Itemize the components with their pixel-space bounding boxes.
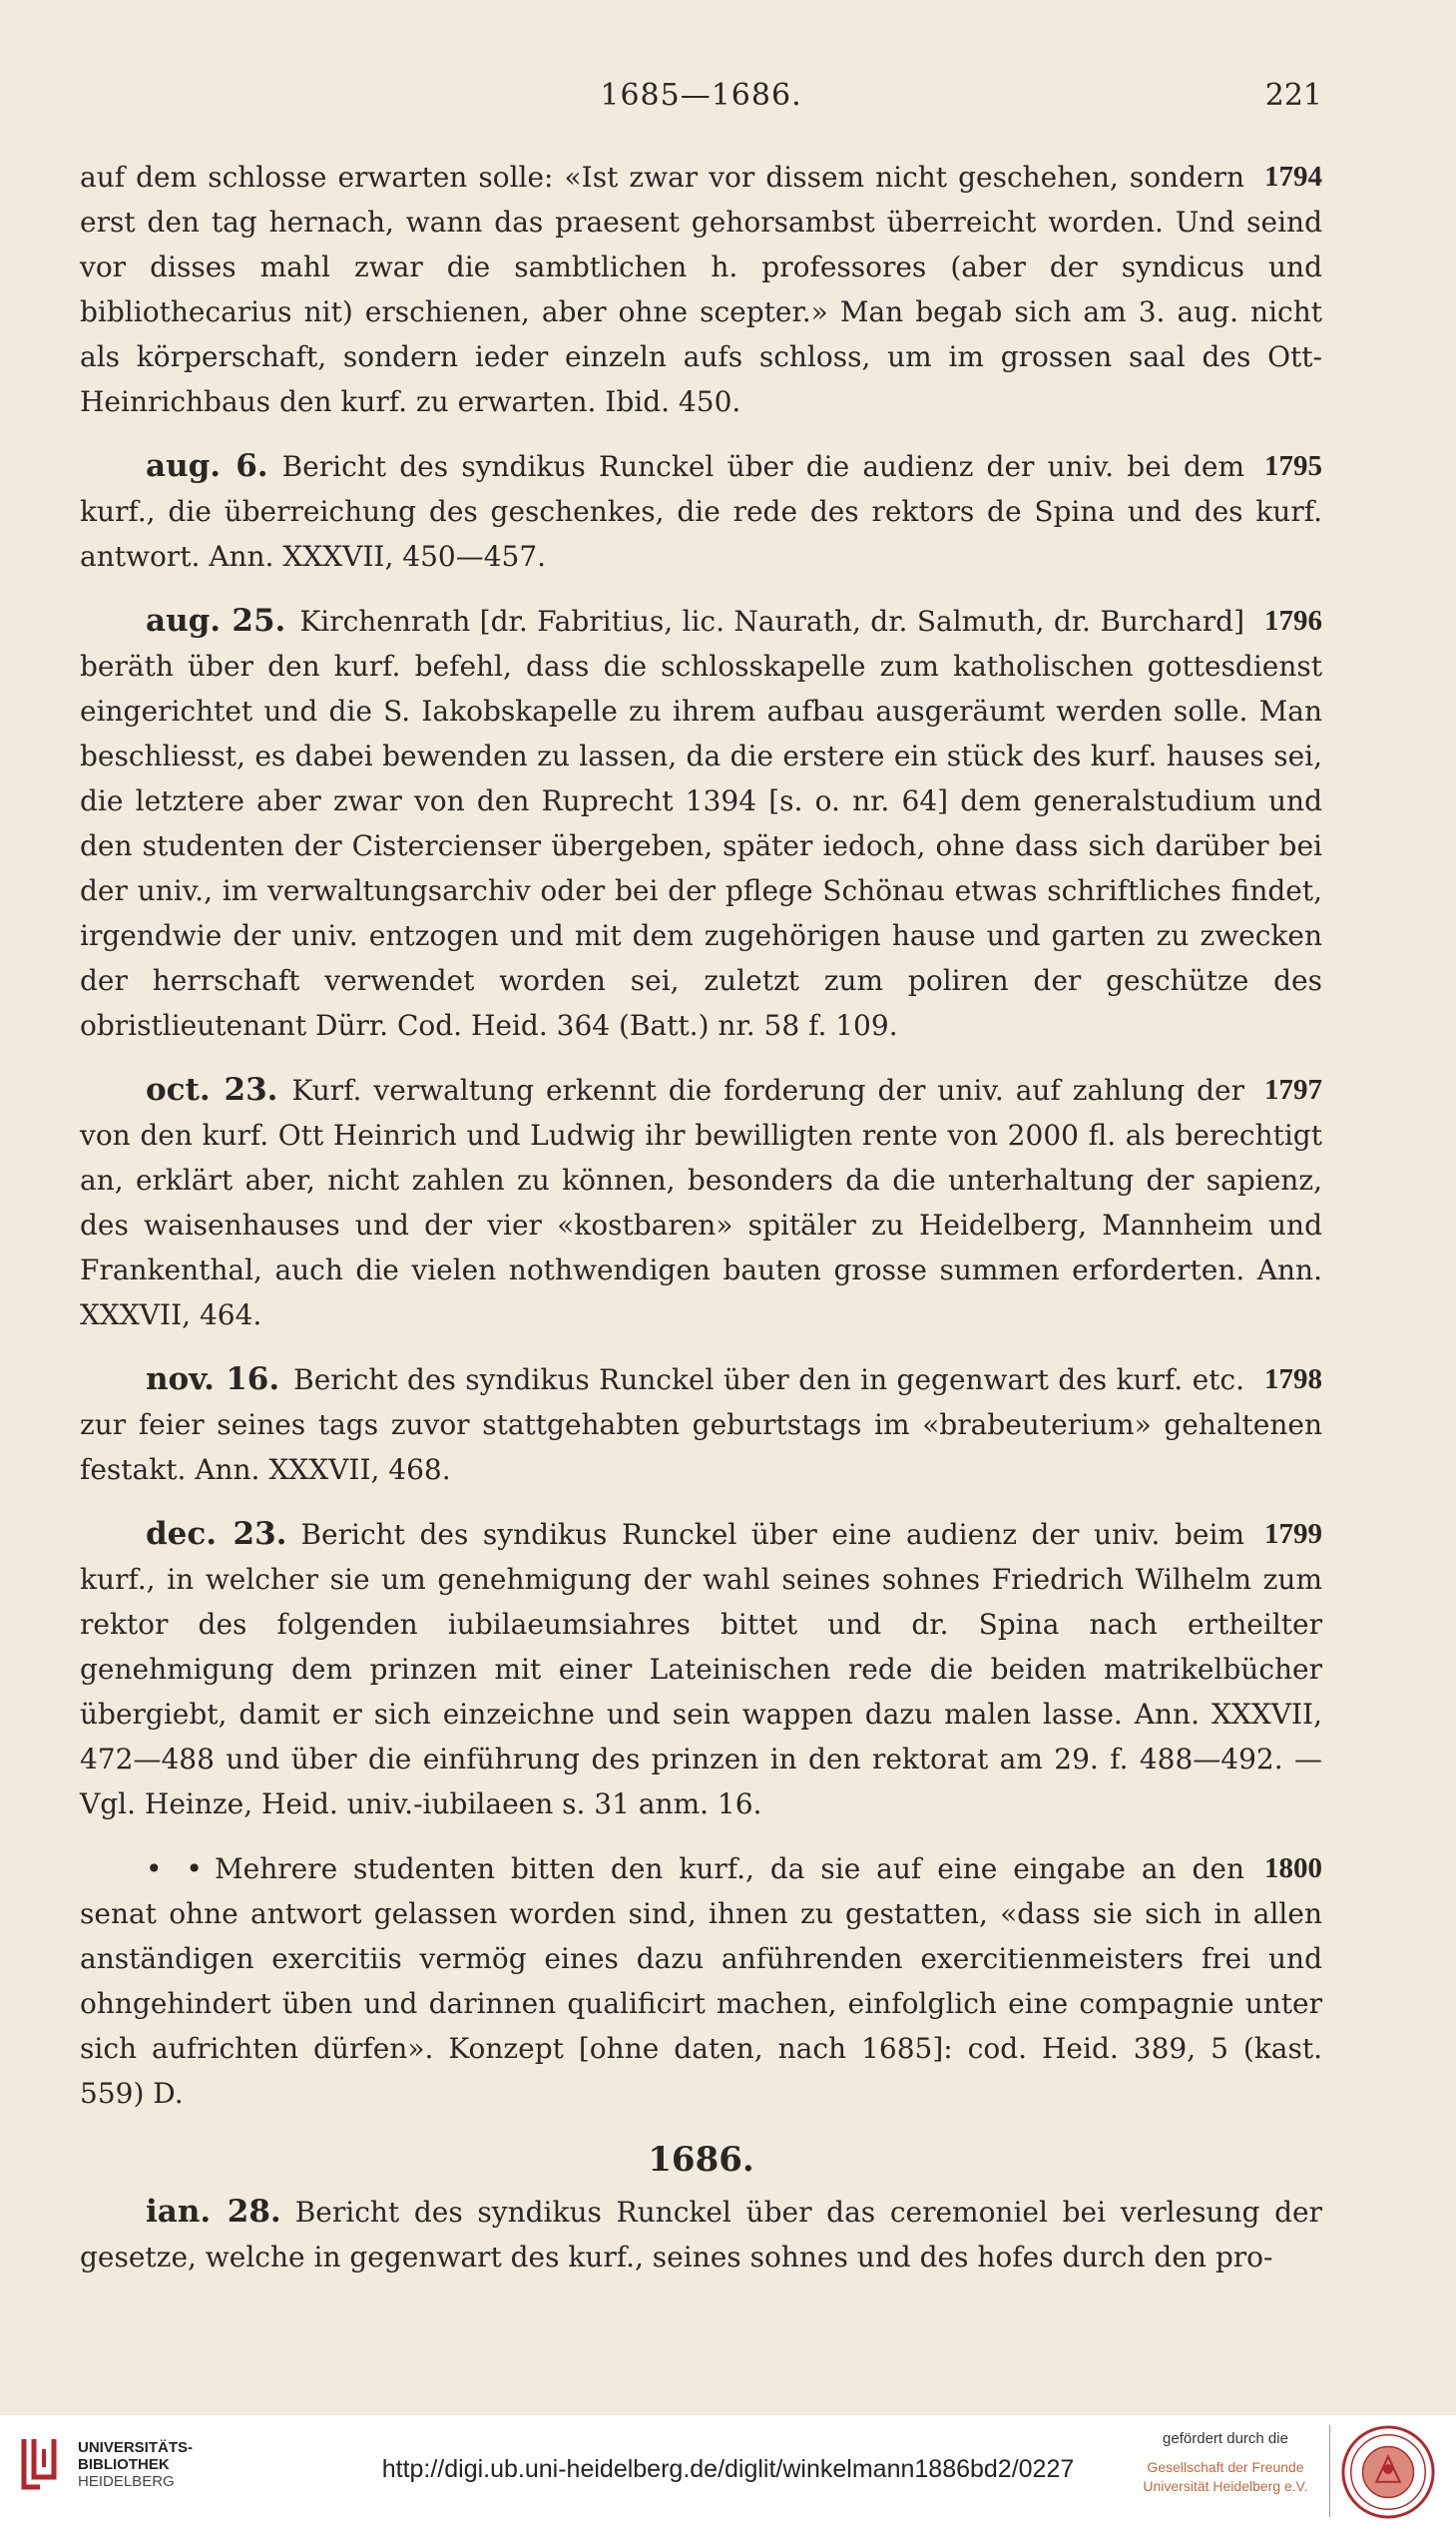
entry-date: oct. 23. [146, 1072, 278, 1108]
entry-1797 [80, 1068, 1322, 1337]
entry-text: Bericht des syndikus Runckel über das ceremoniel bei verlesung der gesetze, welche in gegenwart des kurf., seines sohnes und des hofes durch den pro- [80, 2196, 1322, 2274]
sponsor-credit: gefördert durch die Gesellschaft der Freunde Universität Heidelberg e.V. [1143, 2430, 1308, 2494]
entry-text: Bericht des syndikus Runckel über eine audienz der univ. beim kurf., in welcher sie um genehmigung der wahl seines sohnes Friedrich Wilhelm zum rektor des folgenden iubilaeumsiahres bittet und dr. Spina nach ertheilter genehmigung dem prinzen mit einer Lateinischen rede die beiden matrikelbücher übergiebt, damit er sich einzeichne und sein wappen dazu malen lasse. Ann. XXXVII, 472—488 und über die einführung des prinzen in den rektorat am 29. f. 488—492. — Vgl. Heinze, Heid. univ.-iubilaeen s. 31 anm. 16. [80, 1518, 1322, 1820]
entry-number: 1794 [1264, 161, 1322, 193]
entry-number: 1796 [1264, 605, 1322, 637]
entry-1800 [80, 1846, 1322, 2116]
entry-text: Bericht des syndikus Runckel über die audienz der univ. bei dem kurf., die überreichung des geschenkes, die rede des rektors de Spina und des kurf. antwort. Ann. XXXVII, 450—457. [80, 450, 1322, 573]
entry-number: 1799 [1264, 1518, 1322, 1550]
digital-copy-link[interactable]: http://digi.ub.uni-heidelberg.de/diglit/winkelmann1886bd2/0227 [381, 2455, 1075, 2483]
entry-number: 1797 [1264, 1074, 1322, 1106]
entry-text: Kurf. verwaltung erkennt die forderung der univ. auf zahlung der von den kurf. Ott Heinrich und Ludwig ihr bewilligten rente von 2000 fl. als berechtigt an, erklärt aber, nicht zahlen zu können, besonders da die unterhaltung der sapienz, des waisenhauses und der vier «kostbaren» spitäler zu Heidelberg, Mannheim und Frankenthal, auch die vielen nothwendigen bauten grosse summen erforderten. Ann. XXXVII, 464. [80, 1074, 1322, 1331]
entry-date: dec. 23. [146, 1516, 287, 1552]
footer-divider [1329, 2425, 1330, 2517]
entry-prefix: • • [146, 1852, 207, 1885]
running-head [80, 78, 1322, 128]
entry-date: ian. 28. [146, 2194, 281, 2230]
entry-number: 1795 [1264, 450, 1322, 482]
digitization-footer [0, 2415, 1456, 2527]
page-year-range: 1685—1686. [600, 78, 802, 113]
entry-text: Mehrere studenten bitten den kurf., da sie auf eine eingabe an den senat ohne antwort gelassen worden sind, ihnen zu gestatten, «dass sie sich in allen anständigen exercitiis vermög eines dazu anführenden exercitienmeisters frei und ohngehindert üben und darinnen qualificirt machen, einfolglich eine compagnie unter sich aufrichten dürfen». Konzept [ohne daten, nach 1685]: cod. Heid. 389, 5 (kast. 559) D. [80, 1852, 1322, 2110]
entry-date: aug. 25. [146, 603, 286, 639]
body-text [80, 155, 1322, 2299]
entry-number: 1800 [1264, 1852, 1322, 1884]
library-name: UNIVERSITÄTS- BIBLIOTHEK HEIDELBERG [78, 2439, 194, 2490]
page-number: 221 [1264, 78, 1322, 113]
entry-text: auf dem schlosse erwarten solle: «Ist zwar vor dissem nicht geschehen, sondern erst den tag hernach, wann das praesent gehorsambst überreicht worden. Und seind vor disses mahl zwar die sambtlichen h. professores (aber der syndicus und bibliothecarius nit) erschienen, aber ohne scepter.» Man begab sich am 3. aug. nicht als körperschaft, sondern ieder einzeln aufs schloss, um im grossen saal des Ott-Heinrichbaus den kurf. zu erwarten. Ibid. 450. [80, 161, 1322, 418]
entry-number: 1798 [1264, 1363, 1322, 1395]
entry-1799 [80, 1512, 1322, 1826]
entry-1794 [80, 155, 1322, 424]
entry-1795 [80, 444, 1322, 579]
university-seal-icon [1339, 2423, 1437, 2521]
entry-text: Bericht des syndikus Runckel über den in gegenwart des kurf. etc. zur feier seines tags zuvor stattgehabten geburtstags im «brabeuterium» gehaltenen festakt. Ann. XXXVII, 468. [80, 1363, 1322, 1486]
entry-date: nov. 16. [146, 1361, 280, 1397]
entry-text: Kirchenrath [dr. Fabritius, lic. Naurath, dr. Salmuth, dr. Burchard] beräth über den kurf. befehl, dass die schlosskapelle zum katholischen gottesdienst eingerichtet und die S. Iakobskapelle zu ihrem aufbau ausgeräumt werden solle. Man beschliesst, es dabei bewenden zu lassen, da die erstere ein stück des kurf. hauses sei, die letztere aber zwar von den Ruprecht 1394 [s. o. nr. 64] dem generalstudium und den studenten der Cistercienser übergeben, später iedoch, ohne dass sich darüber bei der univ., im verwaltungsarchiv oder bei der pflege Schönau etwas schriftliches findet, irgendwie der univ. entzogen und mit dem zugehörigen hause und garten zu zwecken der herrschaft verwendet worden sei, zuletzt zum poliren der geschütze des obristlieutenant Dürr. Cod. Heid. 364 (Batt.) nr. 58 f. 109. [80, 605, 1322, 1042]
entry-1798 [80, 1357, 1322, 1492]
entry-date: aug. 6. [146, 448, 268, 484]
entry-1796 [80, 599, 1322, 1048]
entry-ian-28 [80, 2190, 1322, 2279]
year-heading: 1686. [648, 2140, 754, 2180]
